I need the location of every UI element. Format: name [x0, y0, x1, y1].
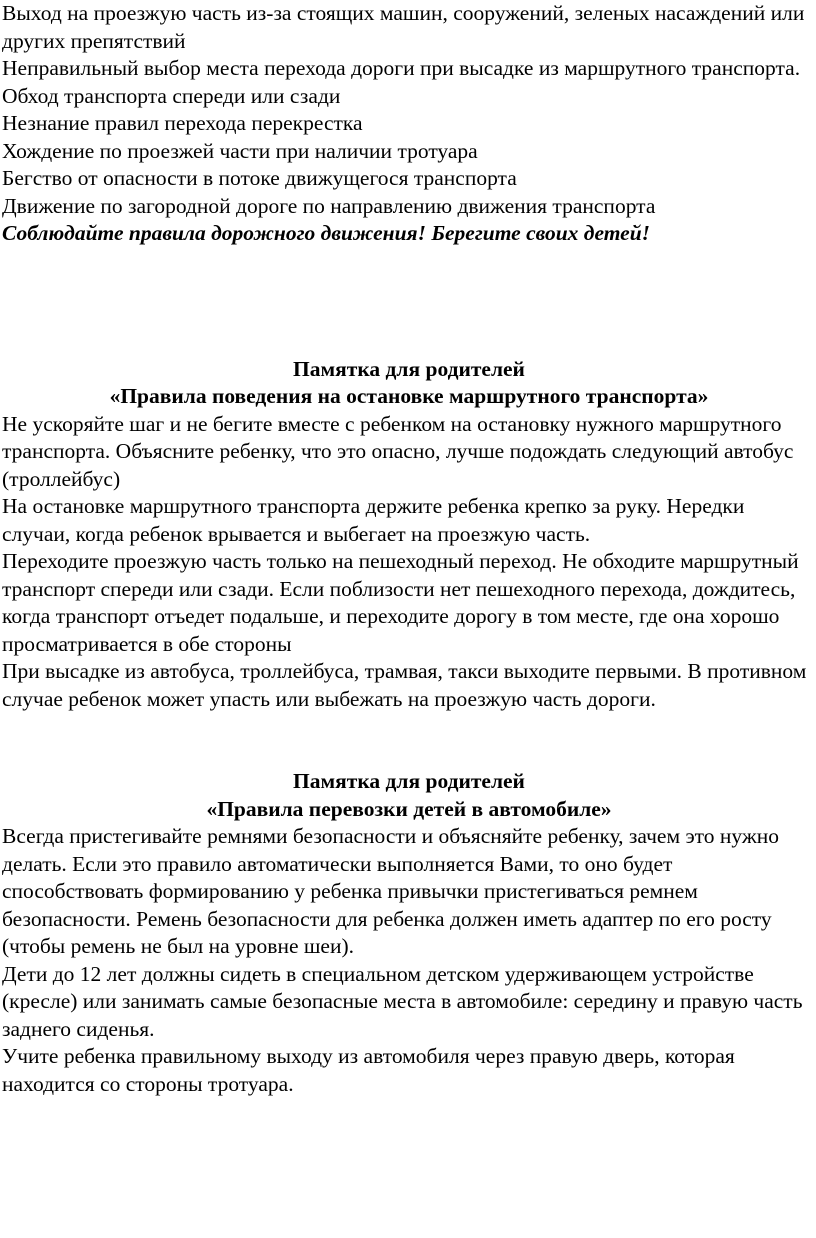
safety-slogan: Соблюдайте правила дорожного движения! Берегите своих детей! [2, 221, 651, 245]
section-heading: Памятка для родителей [293, 769, 525, 793]
section-paragraph: Учите ребенка правильному выходу из автомобиля через правую дверь, которая находится со стороны тротуара. [2, 1044, 735, 1096]
intro-line: Незнание правил перехода перекрестка [2, 111, 363, 135]
section-subheading: «Правила перевозки детей в автомобиле» [206, 796, 612, 821]
intro-line: Бегство от опасности в потоке движущегося транспорта [2, 166, 517, 190]
intro-line: Неправильный выбор места перехода дороги при высадке из маршрутного транспорта. Обход транспорта спереди или сзади [2, 56, 801, 108]
intro-line: Выход на проезжую часть из-за стоящих машин, сооружений, зеленых насаждений или других препятствий [2, 1, 805, 53]
section-paragraph: Переходите проезжую часть только на пешеходный переход. Не обходите маршрутный транспорт спереди или сзади. Если поблизости нет пешеходного перехода, дождитесь, когда транспорт отъедет подальше, и переходите дорогу в том месте, где она хорошо просматривается в обе стороны [2, 549, 799, 656]
section-car-transport [2, 768, 816, 1098]
section-paragraph: Не ускоряйте шаг и не бегите вместе с ребенком на остановку нужного маршрутного транспорта. Объясните ребенку, что это опасно, лучше подождать следующий автобус (троллейбус) [2, 411, 794, 491]
intro-block [2, 0, 816, 248]
section-heading: Памятка для родителей [293, 356, 525, 381]
intro-line: Движение по загородной дороге по направлению движения транспорта [2, 193, 656, 218]
section-bus-stop [2, 356, 816, 714]
section-paragraph: Всегда пристегивайте ремнями безопасности и объясняйте ребенку, зачем это нужно делать. Если это правило автоматически выполняется Вами, то оно будет способствовать формированию у ребенка привычки пристегиваться ремнем безопасности. Ремень безопасности для ребенка должен иметь адаптер по его росту (чтобы ремень не был на уровне шеи). [2, 824, 779, 958]
section-subheading: «Правила поведения на остановке маршрутного транспорта» [109, 384, 709, 408]
section-paragraph: При высадке из автобуса, троллейбуса, трамвая, такси выходите первыми. В противном случае ребенок может упасть или выбежать на проезжую часть дороги. [2, 659, 807, 711]
section-paragraph: На остановке маршрутного транспорта держите ребенка крепко за руку. Нередки случаи, когда ребенок врывается и выбегает на проезжую часть. [2, 494, 745, 546]
intro-line: Хождение по проезжей части при наличии тротуара [2, 138, 478, 163]
section-paragraph: Дети до 12 лет должны сидеть в специальном детском удерживающем устройстве (кресле) или занимать самые безопасные места в автомобиле: середину и правую часть заднего сиденья. [2, 961, 803, 1041]
